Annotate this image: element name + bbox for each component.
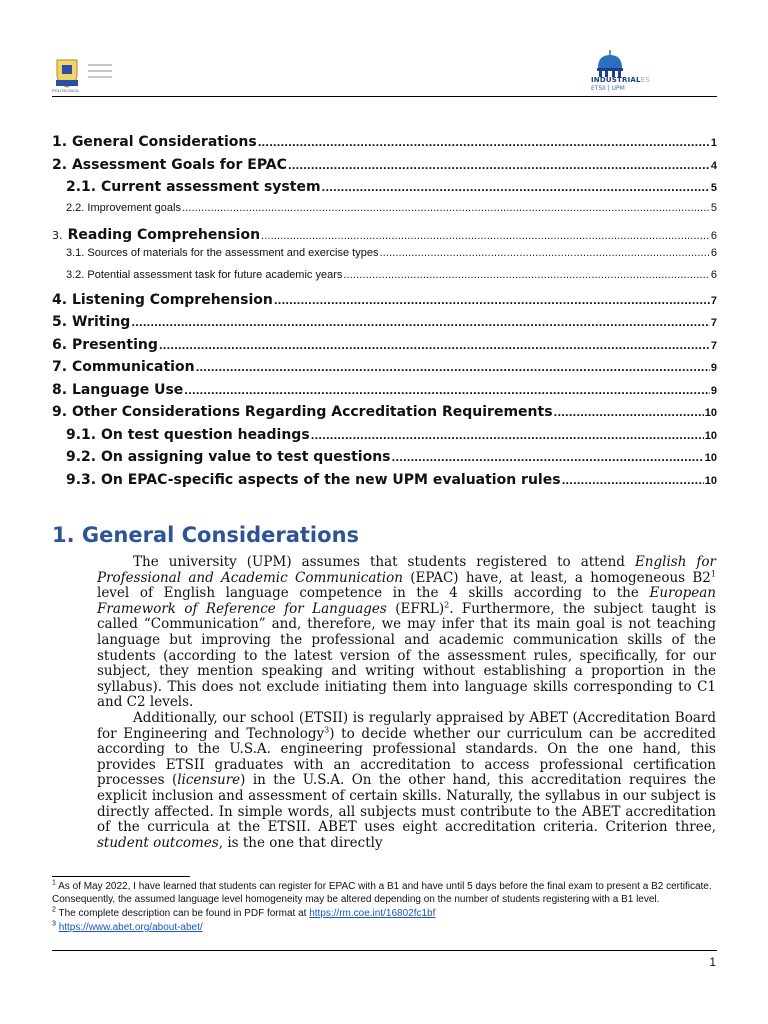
toc-entry-3[interactable]: 3. Reading Comprehension ..... 6: [52, 224, 717, 247]
footnote-3: $^3$ https://www.abet.org/about-abet/: [52, 920, 203, 933]
upm-logo: [52, 58, 122, 93]
toc-entry-3-2[interactable]: 3.2. Potential assessment task for future academic years ..... 6: [52, 269, 717, 292]
page-header: [52, 50, 717, 96]
footer-divider: [52, 950, 717, 951]
table-of-contents: [52, 134, 717, 494]
toc-entry-2-1[interactable]: 2.1. Current assessment system ..... 5: [52, 179, 717, 202]
toc-entry-5[interactable]: 5. Writing ..... 7: [52, 314, 717, 337]
toc-entry-2-2[interactable]: 2.2. Improvement goals ..... 5: [52, 202, 717, 225]
toc-entry-1[interactable]: 1. General Considerations ..... 1: [52, 134, 717, 157]
toc-entry-3-1[interactable]: 3.1. Sources of materials for the assessment and exercise types ..... 6: [52, 247, 717, 270]
toc-entry-8[interactable]: 8. Language Use ..... 9: [52, 382, 717, 405]
toc-entry-9-1[interactable]: 9.1. On test question headings ..... 10: [52, 427, 717, 450]
footnote-ref-3[interactable]: 3: [324, 725, 330, 735]
toc-entry-4[interactable]: 4. Listening Comprehension ..... 7: [52, 292, 717, 315]
page-number: 1: [709, 955, 716, 969]
abet-link[interactable]: https://www.abet.org/about-abet/: [58, 922, 203, 933]
upm-logo-text-lines: [88, 64, 112, 82]
etsii-upm-caption: ETSII | UPM: [591, 85, 625, 92]
footnote-ref-1[interactable]: 1: [710, 569, 716, 579]
industriales-logo: [591, 50, 661, 94]
paragraph-1: The university (UPM) assumes that students registered to attend English for Professional and Academic Communication (EPAC) have, at least, a homogeneous $B2^1$ level of English language competence in the 4 skills according to the European Framework of Reference for Languages (EFRL)$^2$. Furthermore, the subject taught is called “Communication” and, therefore, we may infer that its main goal is not teaching language but improving the professional and academic communication skills of the students (according to the latest version of the assessment rules, specifically, for our subject, they mention speaking and writing without establishing a proportion in the syllabus). This does not exclude initiating them into language skills corresponding to C1 and C2 levels.: [97, 554, 716, 711]
coe-link[interactable]: https://rm.coe.int/16802fc1bf: [309, 908, 436, 919]
footnote-1: $^1$ As of May 2022, I have learned that students can register for EPAC with a B1 and have until 5 days before the final exam to present a B2 certificate. Consequently, the assumed language level homogeneity may be altered depending on the number of students registering with a B1 level.: [52, 879, 712, 905]
toc-entry-9-2[interactable]: 9.2. On assigning value to test questions ..... 10: [52, 449, 717, 472]
toc-entry-9[interactable]: 9. Other Considerations Regarding Accreditation Requirements ..... 10: [52, 404, 717, 427]
upm-logo-caption: POLITECNICA: [52, 88, 79, 93]
toc-entry-7[interactable]: 7. Communication ..... 9: [52, 359, 717, 382]
section-body: [97, 555, 716, 851]
industriales-wordmark: INDUSTRIALES: [591, 76, 650, 84]
paragraph-2: Additionally, our school (ETSII) is regularly appraised by ABET (Accreditation Board for Engineering and Technology$^3$) to decide whether our curriculum can be accredited according to the U.S.A. engineering professional standards. On the one hand, this provides ETSII graduates with an accreditation to access professional certification processes (licensure) in the U.S.A. On the other hand, this accreditation requires the explicit inclusion and assessment of certain skills. Naturally, the syllabus in our subject is directly affected. In simple words, all subjects must contribute to the ABET accreditation of the curricula at the ETSII. ABET uses eight accreditation criteria. Criterion three, student outcomes, is the one that directly: [97, 709, 716, 851]
footnote-separator: [52, 876, 190, 877]
toc-entry-2[interactable]: 2. Assessment Goals for EPAC ..... 4: [52, 157, 717, 180]
toc-entry-9-3[interactable]: 9.3. On EPAC-specific aspects of the new UPM evaluation rules ..... 10: [52, 472, 717, 495]
footnote-2: $^2$ The complete description can be found in PDF format at https://rm.coe.int/16802fc1bf: [52, 906, 436, 919]
section-heading: 1. General Considerations: [52, 523, 360, 547]
upm-crest-icon: [54, 58, 80, 88]
header-divider: [52, 96, 717, 97]
footnote-ref-2[interactable]: 2: [444, 600, 450, 610]
toc-entry-6[interactable]: 6. Presenting ..... 7: [52, 337, 717, 360]
footnotes: [52, 880, 717, 935]
